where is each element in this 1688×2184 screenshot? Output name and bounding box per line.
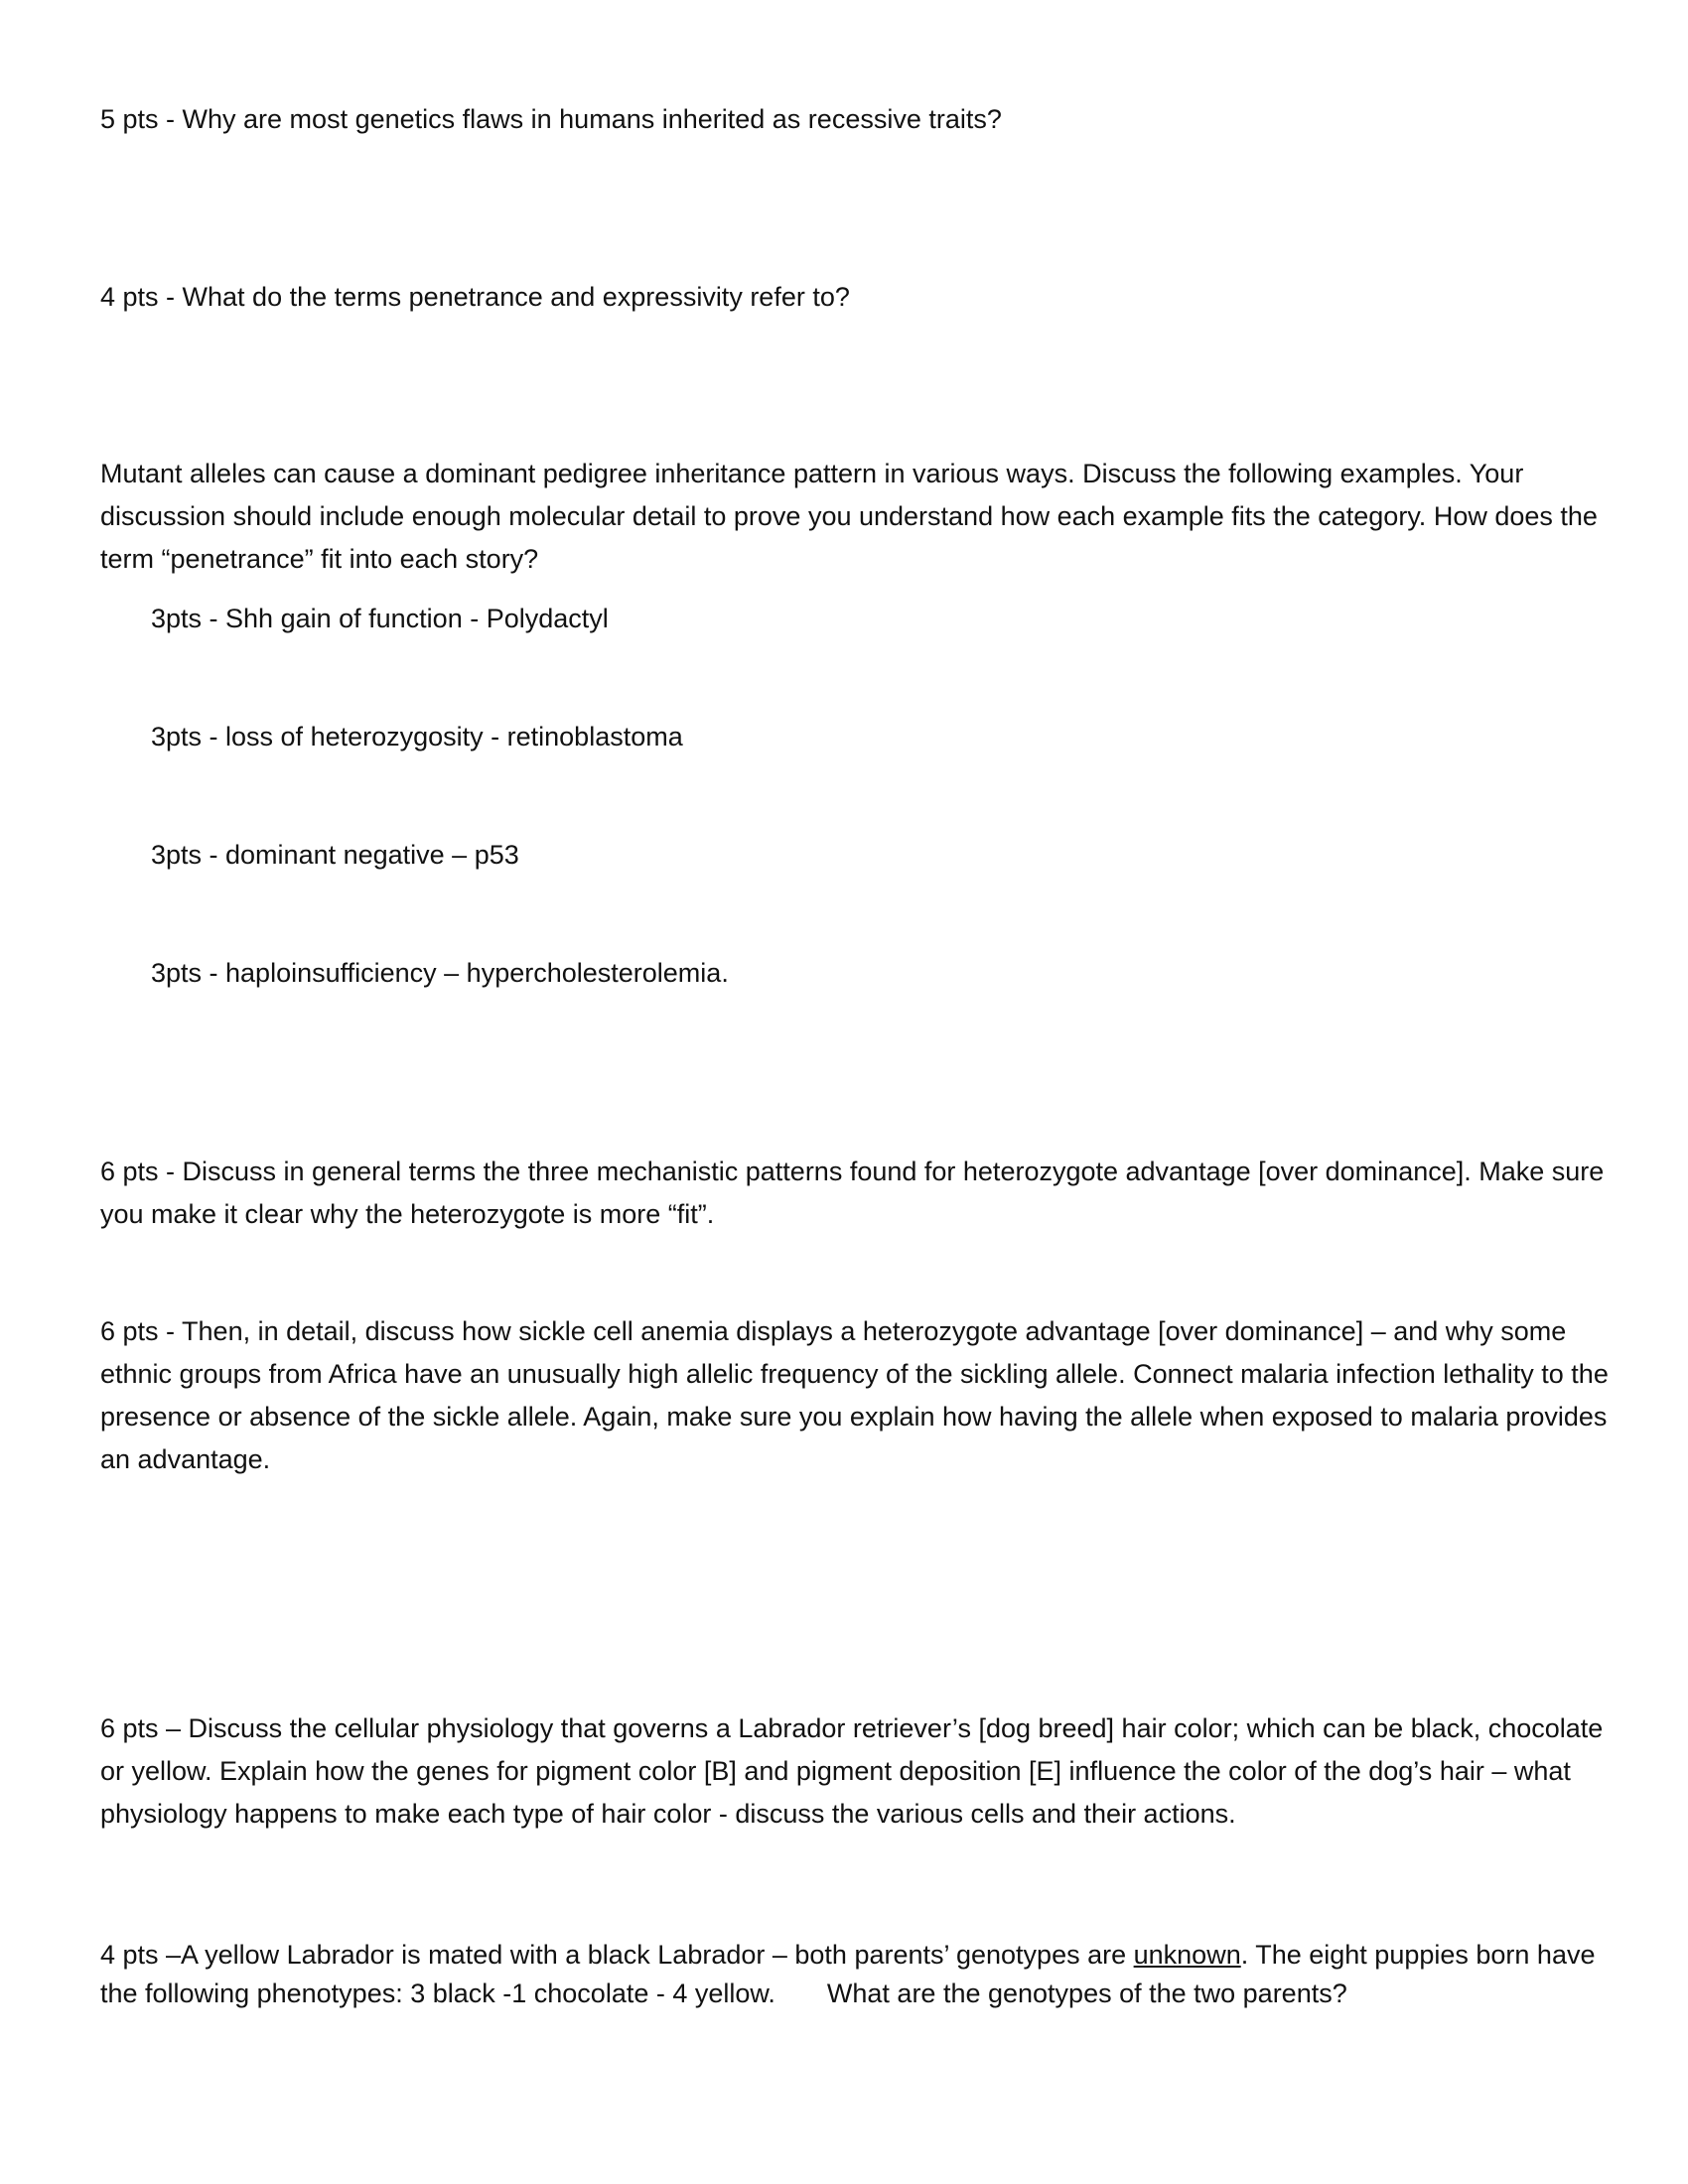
subquestion-shh-polydactyl: 3pts - Shh gain of function - Polydactyl — [151, 604, 609, 633]
subquestion-retinoblastoma: 3pts - loss of heterozygosity - retinoblastoma — [151, 722, 683, 751]
question-labrador-genotypes-text-3: What are the genotypes of the two parents? — [826, 1979, 1347, 2008]
question-dominant-pedigree-intro: Mutant alleles can cause a dominant pedigree inheritance pattern in various ways. Discuss the following examples. Your discussion should include enough molecular detail to prove you understand how each example fits the category. How does the term “penetrance” fit into each story? — [100, 459, 1598, 574]
question-sickle-cell: 6 pts - Then, in detail, discuss how sickle cell anemia displays a heterozygote advantage [over dominance] – and why some ethnic groups from Africa have an unusually high allelic frequency of the sickling allele. Connect malaria infection lethality to the presence or absence of the sickle allele. Again, make sure you explain how having the allele when exposed to malaria provides an advantage. — [100, 1316, 1609, 1474]
question-penetrance-expressivity: 4 pts - What do the terms penetrance and expressivity refer to? — [100, 282, 850, 312]
question-labrador-genotypes — [100, 1936, 1629, 2013]
underlined-unknown: unknown — [1133, 1940, 1241, 1970]
question-heterozygote-advantage: 6 pts - Discuss in general terms the three mechanistic patterns found for heterozygote advantage [over dominance]. Make sure you make it clear why the heterozygote is more “fit”. — [100, 1157, 1605, 1229]
question-labrador-physiology: 6 pts – Discuss the cellular physiology that governs a Labrador retriever’s [dog breed] hair color; which can be black, chocolate or yellow. Explain how the genes for pigment color [B] and pigment deposition [E] influence the color of the dog’s hair – what physiology happens to make each type of hair color - discuss the various cells and their actions. — [100, 1713, 1604, 1829]
question-labrador-genotypes-text-2: . The eight puppies born have the following phenotypes: 3 black -1 chocolate - 4 yellow. — [100, 1940, 1596, 2008]
question-labrador-genotypes-text: 4 pts –A yellow Labrador is mated with a black Labrador – both parents’ genotypes are — [100, 1940, 1134, 1970]
question-recessive-traits: 5 pts - Why are most genetics flaws in humans inherited as recessive traits? — [100, 104, 1002, 134]
subquestion-hypercholesterolemia: 3pts - haploinsufficiency – hypercholesterolemia. — [151, 958, 729, 988]
subquestion-p53: 3pts - dominant negative – p53 — [151, 840, 519, 870]
